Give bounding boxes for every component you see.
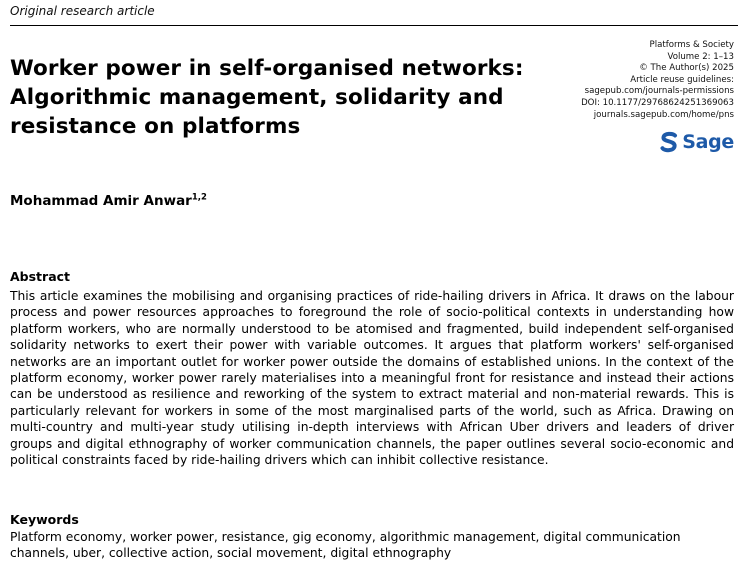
sage-s-logo-icon [660,131,678,153]
journal-name: Platforms & Society [649,40,734,50]
author-name: Mohammad Amir Anwar [10,193,192,209]
article-title: Worker power in self-organised networks: Algorithmic management, solidarity and resistance on platforms [10,56,524,139]
journal-meta [581,40,734,121]
publisher-name: Sage [682,131,734,153]
abstract-heading: Abstract [10,269,71,284]
author-line [10,193,207,209]
journal-homepage-link[interactable]: journals.sagepub.com/home/pns [593,109,734,120]
reuse-guidelines-label: Article reuse guidelines: [630,74,734,85]
reuse-guidelines-link[interactable]: sagepub.com/journals-permissions [584,86,734,97]
header-divider [10,25,738,26]
publisher-logo [660,131,734,153]
copyright-notice: © The Author(s) 2025 [639,63,734,74]
abstract-text: This article examines the mobilising and organising practices of ride-hailing drivers in Africa. It draws on the labour process and power resources approaches to foreground the role of socio-political contexts in understanding how platform workers, who are normally understood to be atomised and fragmented, build independent self-organised solidarity networks to exert their power with variable outcomes. It argues that platform workers' self-organised networks are an important outlet for worker power outside the domains of established unions. In the context of the platform economy, worker power rarely materialises into a meaningful front for resistance and instead their actions can be understood as resilience and reworking of the system to extract material and non-material rewards. This is particularly relevant for workers in some of the most marginalised parts of the world, such as Africa. Drawing on multi-country and multi-year study utilising in-depth interviews with African Uber drivers and leaders of driver groups and digital ethnography of worker communication channels, the paper outlines several socio-economic and political constraints faced by ride-hailing drivers which can inhibit collective resistance. [10,289,734,468]
keywords-text: Platform economy, worker power, resistance, gig economy, algorithmic management, digital communication channels, uber, collective action, social movement, digital ethnography [10,530,681,561]
journal-volume: Volume 2: 1–13 [667,51,734,62]
doi-link[interactable]: DOI: 10.1177/29768624251369063 [581,97,734,108]
author-affiliations: 1,2 [191,192,207,203]
article-type-label: Original research article [10,4,155,18]
keywords-heading: Keywords [10,512,79,527]
